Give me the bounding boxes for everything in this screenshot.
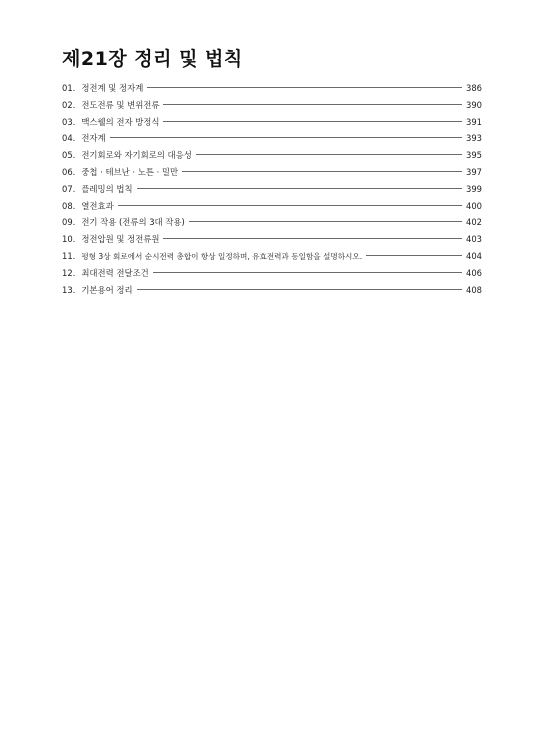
toc-entry[interactable] <box>62 80 482 97</box>
toc-entry[interactable] <box>62 214 482 231</box>
toc-entry-label: 전도전류 및 변위전류 <box>81 99 160 110</box>
toc-entry-number: 13. <box>62 284 76 295</box>
toc-entry-page: 402 <box>466 217 482 228</box>
toc-leader-line <box>137 289 462 290</box>
toc-leader-line <box>163 121 462 122</box>
toc-leader-line <box>366 255 462 256</box>
toc-entry-number: 02. <box>62 99 76 110</box>
toc-entry-label: 맥스웰의 전자 방정식 <box>81 116 160 127</box>
toc-entry[interactable] <box>62 164 482 181</box>
toc-leader-line <box>147 87 462 88</box>
toc-entry-number: 07. <box>62 183 76 194</box>
toc-entry-page: 399 <box>466 183 482 194</box>
toc-entry-page: 403 <box>466 234 482 245</box>
toc-entry-page: 390 <box>466 99 482 110</box>
toc-entry-label: 기본용어 정리 <box>81 284 133 295</box>
toc-entry[interactable] <box>62 130 482 147</box>
toc-entry[interactable] <box>62 231 482 248</box>
toc-entry-label: 정전계 및 정자계 <box>81 83 144 93</box>
toc-entry-page: 406 <box>466 267 482 278</box>
toc-entry[interactable] <box>62 97 482 114</box>
toc-entry-page: 386 <box>466 83 482 93</box>
toc-entry-label: 플레밍의 법칙 <box>81 183 133 194</box>
toc-entry[interactable] <box>62 265 482 282</box>
toc-entry[interactable] <box>62 181 482 198</box>
toc-entry-label: 전기 작용 (전류의 3대 작용) <box>81 217 185 228</box>
toc-leader-line <box>163 238 462 239</box>
toc-entry[interactable] <box>62 147 482 164</box>
toc-entry-label: 정전압원 및 정전류원 <box>81 234 160 245</box>
toc-entry-page: 404 <box>466 250 482 261</box>
toc-entry-number: 11. <box>62 250 76 261</box>
toc-entry-number: 08. <box>62 200 76 211</box>
toc-entry-label: 전기회로와 자기회로의 대응성 <box>81 150 192 161</box>
toc-entry-page: 397 <box>466 166 482 177</box>
toc-entry-number: 04. <box>62 133 76 144</box>
toc-entry-number: 01. <box>62 83 76 93</box>
toc-entry-number: 05. <box>62 150 76 161</box>
toc-entry[interactable] <box>62 198 482 215</box>
toc-entry-number: 09. <box>62 217 76 228</box>
toc-entry-number: 06. <box>62 166 76 177</box>
toc-entry-page: 391 <box>466 116 482 127</box>
toc-leader-line <box>153 272 462 273</box>
toc-entry-label: 중첩 · 테브난 · 노튼 · 밀만 <box>81 166 179 177</box>
chapter-title: 제21장 정리 및 법칙 <box>62 48 243 70</box>
toc-leader-line <box>137 188 462 189</box>
toc-entry-page: 393 <box>466 133 482 144</box>
toc-entry-label: 최대전력 전달조건 <box>81 267 149 278</box>
toc-entry-number: 10. <box>62 234 76 245</box>
toc-entry-page: 395 <box>466 150 482 161</box>
toc-entry-page: 400 <box>466 200 482 211</box>
toc-leader-line <box>182 171 462 172</box>
toc-leader-line <box>118 205 462 206</box>
toc-entry[interactable] <box>62 282 482 299</box>
toc-entry-page: 408 <box>466 284 482 295</box>
toc-entry-label: 열전효과 <box>81 200 114 211</box>
toc-leader-line <box>110 137 462 138</box>
toc-entry-number: 03. <box>62 116 76 127</box>
toc-entry-number: 12. <box>62 267 76 278</box>
toc-entry-label: 전자계 <box>81 133 106 144</box>
toc-leader-line <box>189 221 462 222</box>
toc-entry[interactable] <box>62 114 482 131</box>
toc-entry[interactable] <box>62 248 482 265</box>
table-of-contents <box>62 80 482 298</box>
toc-entry-label: 평형 3상 회로에서 순시전력 총합이 항상 일정하며, 유효전력과 동일함을 설명하시오. <box>81 251 363 261</box>
toc-leader-line <box>196 154 462 155</box>
toc-leader-line <box>163 104 462 105</box>
